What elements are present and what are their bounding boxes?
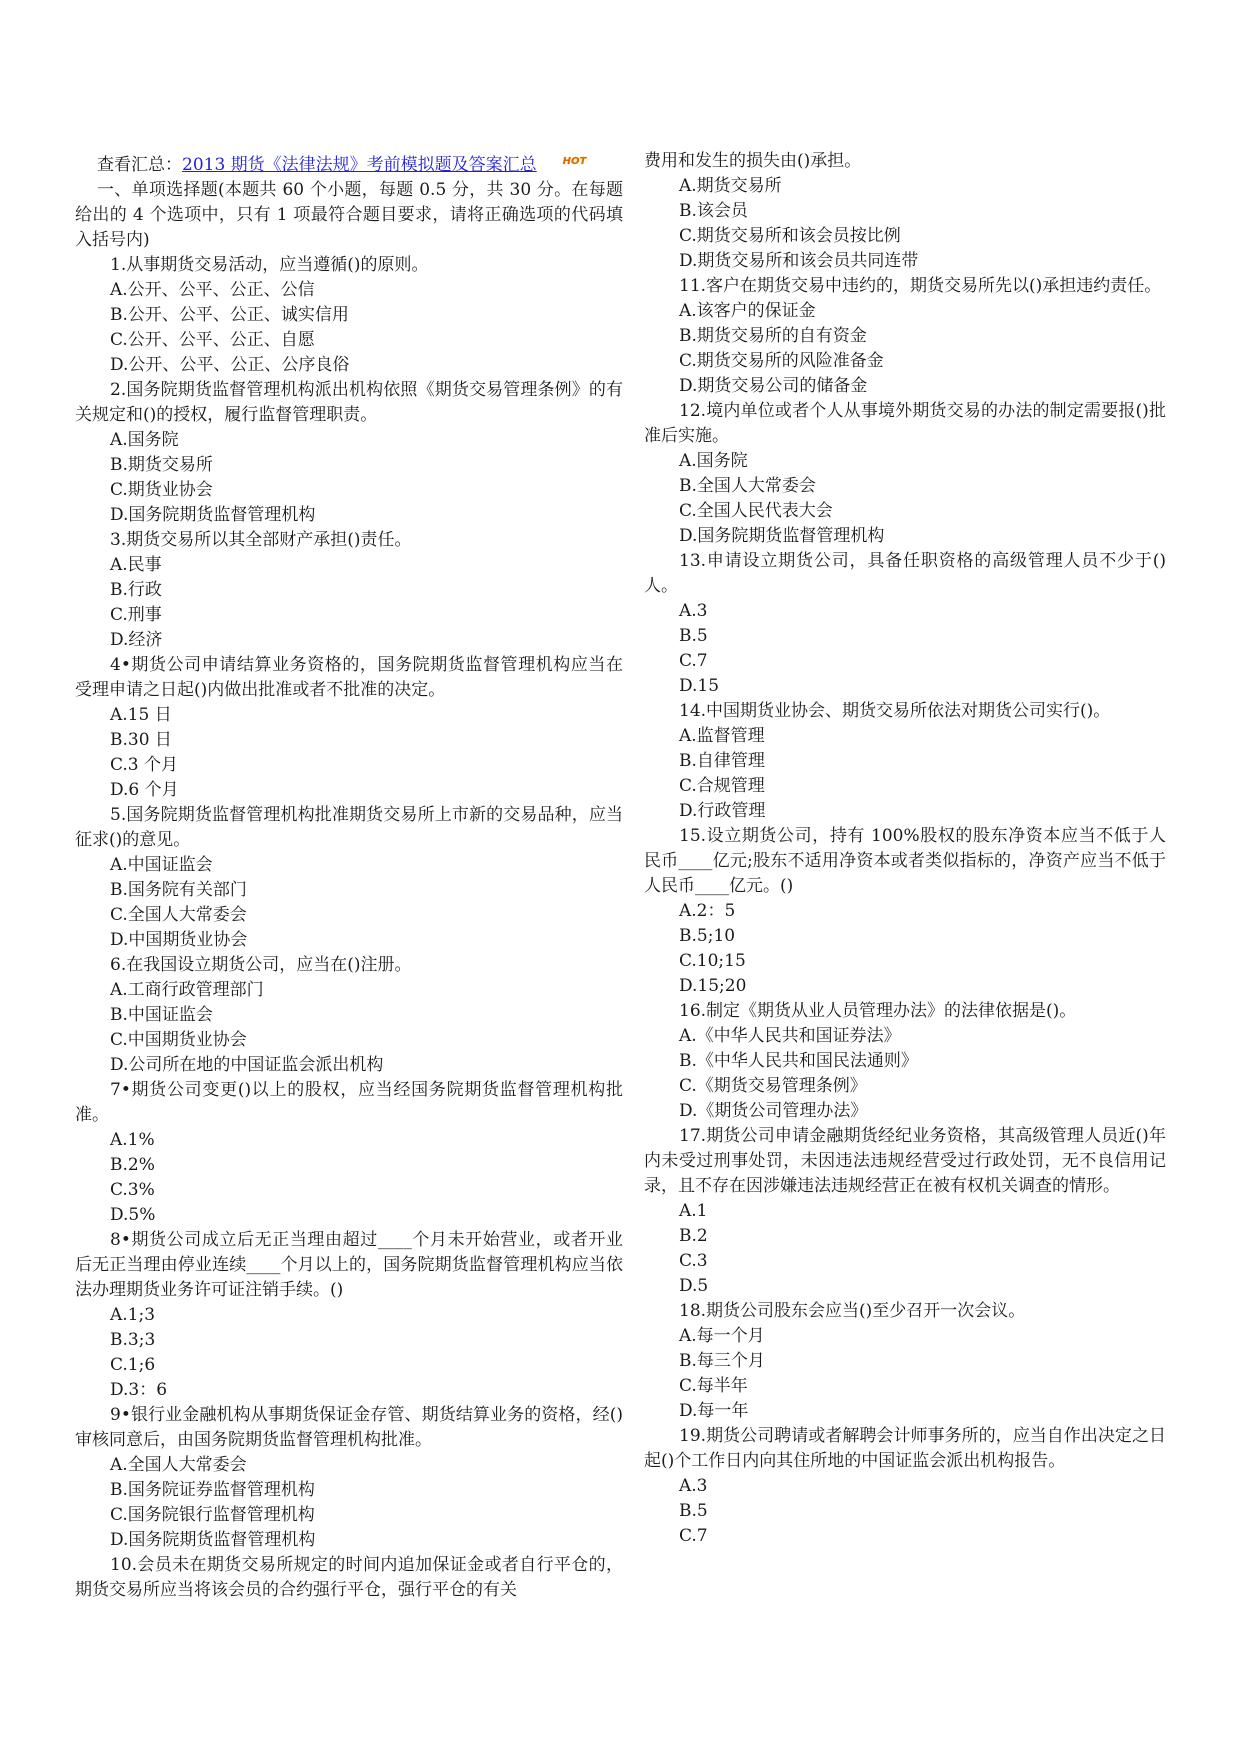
answer-option: D.中国期货业协会 [110, 930, 248, 950]
answer-option: A.工商行政管理部门 [110, 980, 264, 1000]
answer-option: B.中国证监会 [110, 1005, 213, 1025]
question-item [75, 378, 623, 528]
hot-badge-icon: HOT [562, 156, 587, 167]
question-stem: 18.期货公司股东会应当()至少召开一次会议。 [679, 1301, 1026, 1321]
answer-option: C.期货业协会 [110, 480, 213, 500]
answer-option: B.公开、公平、公正、诚实信用 [110, 305, 349, 325]
question-item [75, 253, 623, 378]
section-intro: 一、单项选择题(本题共 60 个小题，每题 0.5 分，共 30 分。在每题给出的 4 个选项中，只有 1 项最符合题目要求，请将正确选项的代码填入括号内) [75, 180, 623, 250]
answer-option: D.3：6 [110, 1380, 168, 1400]
answer-option: A.1% [110, 1130, 155, 1150]
question-item [644, 999, 1166, 1124]
question-stem: 14.中国期货业协会、期货交易所依法对期货公司实行()。 [679, 701, 1111, 721]
answer-option: C.每半年 [679, 1376, 748, 1396]
answer-option: D.15;20 [679, 976, 747, 996]
answer-option: A.该客户的保证金 [679, 301, 816, 321]
answer-option: A.国务院 [110, 430, 179, 450]
answer-option: A.1;3 [110, 1305, 156, 1325]
answer-option: B.该会员 [679, 201, 748, 221]
question-item [75, 1553, 623, 1603]
question-item [644, 1124, 1166, 1299]
answer-option: D.公开、公平、公正、公序良俗 [110, 355, 350, 375]
answer-option: B.国务院证券监督管理机构 [110, 1480, 315, 1500]
answer-option: C.合规管理 [679, 776, 765, 796]
question-stem: 2.国务院期货监督管理机构派出机构依照《期货交易管理条例》的有关规定和()的授权，履行监督管理职责。 [75, 380, 623, 425]
answer-option: A.3 [679, 601, 708, 621]
answer-option: A.《中华人民共和国证券法》 [679, 1026, 901, 1046]
answer-option: B.5;10 [679, 926, 736, 946]
question-stem: 13.申请设立期货公司，具备任职资格的高级管理人员不少于()人。 [644, 551, 1166, 596]
answer-option: A.中国证监会 [110, 855, 213, 875]
question-stem: 19.期货公司聘请或者解聘会计师事务所的，应当自作出决定之日起()个工作日内向其住所地的中国证监会派出机构报告。 [644, 1426, 1166, 1471]
question-stem: 1.从事期货交易活动，应当遵循()的原则。 [110, 255, 429, 275]
answer-option: C.全国人大常委会 [110, 905, 247, 925]
answer-option: D.期货交易所和该会员共同连带 [679, 251, 919, 271]
answer-option: A.国务院 [679, 451, 748, 471]
answer-option: D.每一年 [679, 1401, 749, 1421]
question-stem: 6.在我国设立期货公司，应当在()注册。 [110, 955, 412, 975]
answer-option: C.全国人民代表大会 [679, 501, 833, 521]
answer-option: A.民事 [110, 555, 162, 575]
question-item [644, 1424, 1166, 1549]
answer-option: A.公开、公平、公正、公信 [110, 280, 315, 300]
answer-option: B.2 [679, 1226, 708, 1246]
question-stem: 10.会员未在期货交易所规定的时间内追加保证金或者自行平仓的，期货交易所应当将该会员的合约强行平仓，强行平仓的有关 [75, 1555, 623, 1600]
question-item [644, 699, 1166, 824]
answer-option: A.监督管理 [679, 726, 765, 746]
answer-option: C.1;6 [110, 1355, 156, 1375]
answer-option: A.15 日 [110, 705, 172, 725]
question-stem: 11.客户在期货交易中违约的，期货交易所先以()承担违约责任。 [679, 276, 1162, 296]
answer-option: D.《期货公司管理办法》 [679, 1101, 868, 1121]
question-item [644, 824, 1166, 999]
answer-option: B.5 [679, 1501, 708, 1521]
answer-option: B.3;3 [110, 1330, 156, 1350]
question-stem: 9•银行业金融机构从事期货保证金存管、期货结算业务的资格，经()审核同意后，由国务院期货监督管理机构批准。 [75, 1405, 623, 1450]
answer-option: D.15 [679, 676, 720, 696]
question-item [644, 274, 1166, 399]
answer-option: B.每三个月 [679, 1351, 765, 1371]
summary-link[interactable]: 2013 期货《法律法规》考前模拟题及答案汇总 [182, 155, 537, 175]
question-stem: 4•期货公司申请结算业务资格的，国务院期货监督管理机构应当在受理申请之日起()内做出批准或者不批准的决定。 [75, 655, 623, 700]
answer-option: D.5% [110, 1205, 156, 1225]
answer-option: A.期货交易所 [679, 176, 782, 196]
answer-option: D.经济 [110, 630, 163, 650]
answer-option: C.国务院银行监督管理机构 [110, 1505, 315, 1525]
answer-option: C.3 [679, 1251, 708, 1271]
question-item [75, 1228, 623, 1403]
answer-option: B.期货交易所 [110, 455, 213, 475]
answer-option: D.5 [679, 1276, 709, 1296]
question-item [75, 653, 623, 803]
answer-option: C.期货交易所和该会员按比例 [679, 226, 901, 246]
answer-option: C.《期货交易管理条例》 [679, 1076, 867, 1096]
question-item [644, 549, 1166, 699]
question-item [75, 953, 623, 1078]
answer-option: D.期货交易公司的储备金 [679, 376, 868, 396]
answer-option: C.刑事 [110, 605, 162, 625]
question-10-options [644, 174, 1166, 274]
answer-option: A.3 [679, 1476, 708, 1496]
answer-option: D.行政管理 [679, 801, 766, 821]
answer-option: C.10;15 [679, 951, 746, 971]
answer-option: C.3 个月 [110, 755, 179, 775]
answer-option: B.2% [110, 1155, 155, 1175]
question-item [75, 1403, 623, 1553]
summary-header [75, 149, 623, 178]
answer-option: B.5 [679, 626, 708, 646]
question-stem: 7•期货公司变更()以上的股权，应当经国务院期货监督管理机构批准。 [75, 1080, 623, 1125]
answer-option: C.期货交易所的风险准备金 [679, 351, 884, 371]
answer-option: C.3% [110, 1180, 155, 1200]
question-item [644, 1299, 1166, 1424]
question-stem: 3.期货交易所以其全部财产承担()责任。 [110, 530, 412, 550]
answer-option: D.6 个月 [110, 780, 179, 800]
left-column [75, 149, 623, 1603]
question-item [75, 1078, 623, 1228]
answer-option: B.国务院有关部门 [110, 880, 247, 900]
right-question-list [644, 274, 1166, 1549]
question-stem: 17.期货公司申请金融期货经纪业务资格，其高级管理人员近()年内未受过刑事处罚，未因违法违规经营受过行政处罚，无不良信用记录，且不存在因涉嫌违法违规经营正在被有权机关调查的情形。 [644, 1126, 1166, 1196]
question-stem: 12.境内单位或者个人从事境外期货交易的办法的制定需要报()批准后实施。 [644, 401, 1166, 446]
answer-option: A.2：5 [679, 901, 736, 921]
summary-prefix: 查看汇总： [97, 155, 182, 175]
question-10-continuation: 费用和发生的损失由()承担。 [644, 151, 862, 171]
question-stem: 15.设立期货公司，持有 100%股权的股东净资本应当不低于人民币____亿元;股东不适用净资本或者类似指标的，净资产应当不低于人民币____亿元。() [644, 826, 1166, 896]
answer-option: C.7 [679, 651, 708, 671]
answer-option: B.全国人大常委会 [679, 476, 816, 496]
left-question-list [75, 253, 623, 1603]
question-stem: 16.制定《期货从业人员管理办法》的法律依据是()。 [679, 1001, 1077, 1021]
answer-option: C.7 [679, 1526, 708, 1546]
answer-option: D.国务院期货监督管理机构 [679, 526, 885, 546]
answer-option: D.国务院期货监督管理机构 [110, 1530, 316, 1550]
answer-option: B.行政 [110, 580, 162, 600]
question-stem: 8•期货公司成立后无正当理由超过____个月未开始营业，或者开业后无正当理由停业连续____个月以上的，国务院期货监督管理机构应当依法办理期货业务许可证注销手续。() [75, 1230, 623, 1300]
answer-option: C.公开、公平、公正、自愿 [110, 330, 315, 350]
right-column [644, 149, 1166, 1549]
question-item [75, 528, 623, 653]
answer-option: D.国务院期货监督管理机构 [110, 505, 316, 525]
answer-option: C.中国期货业协会 [110, 1030, 247, 1050]
answer-option: B.30 日 [110, 730, 172, 750]
answer-option: B.自律管理 [679, 751, 765, 771]
answer-option: A.1 [679, 1201, 708, 1221]
question-item [644, 399, 1166, 549]
answer-option: A.每一个月 [679, 1326, 765, 1346]
question-stem: 5.国务院期货监督管理机构批准期货交易所上市新的交易品种，应当征求()的意见。 [75, 805, 623, 850]
answer-option: D.公司所在地的中国证监会派出机构 [110, 1055, 384, 1075]
answer-option: B.期货交易所的自有资金 [679, 326, 867, 346]
question-item [75, 803, 623, 953]
answer-option: A.全国人大常委会 [110, 1455, 247, 1475]
answer-option: B.《中华人民共和国民法通则》 [679, 1051, 918, 1071]
